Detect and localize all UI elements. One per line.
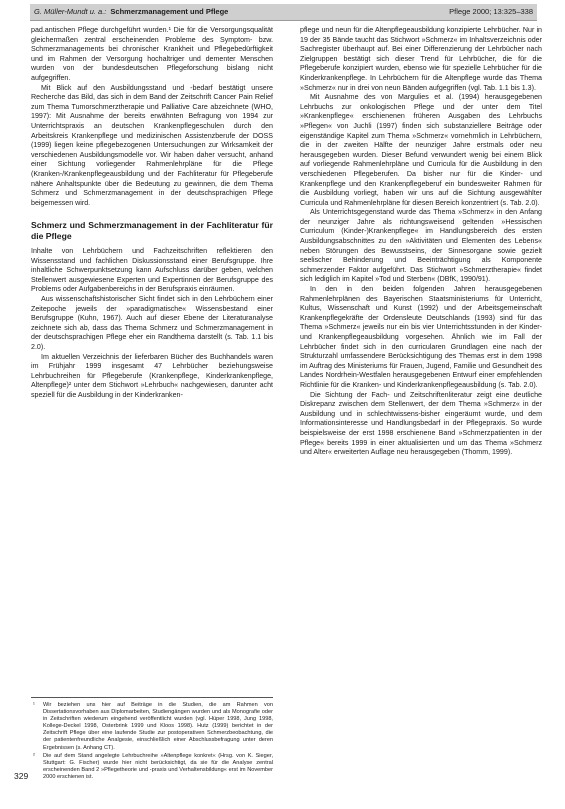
paragraph: pad.antischen Pflege durchgeführt wurden.¹ Die für die Versorgungsqualität gleichermaßen zentral erscheinenden Probleme des Symptom- bzw. Schmerzmanagements bei chronischer Krankheit und Pflegebedürftigkeit und im Rahmen der Versorgung hochaltriger und dementer Menschen wurden von der bundesdeutschen Pflegeforschung bislang nicht aufgegriffen. (31, 26, 273, 82)
footnote-number: ² (33, 752, 35, 759)
footnote-text: Die auf dem Stand angelegte Lehrbuchreihe »Altenpflege konkret« (Hrsg. von K. Sieger, Stuttgart: G. Fischer) wurde hier nicht berücksichtigt, da sie für die Analyse zentral erscheinenden Band 2 »Pflegetheorie und -praxis und Verhaltensbildung« erst im November 2000 erschienen ist. (43, 752, 273, 780)
paragraph: Im aktuellen Verzeichnis der lieferbaren Bücher des Buchhandels waren im Frühjahr 1999 insgesamt 47 Lehrbücher beziehungsweise Lehrbuchreihen für Pflegeberufe (Krankenpflege, Kinderkrankenpflege, Altenpflege)² unter dem Stichwort »Lehrbuch« nachgewiesen, darunter acht speziell für die Ausbildung in der Kinderkranken- (31, 352, 273, 399)
header-citation: Pflege 2000; 13:325–338 (449, 7, 533, 16)
footnote-number: ¹ (33, 702, 35, 708)
section-heading: Schmerz und Schmerzmanagement in der Fachliteratur für die Pflege (31, 220, 273, 241)
right-column (300, 26, 542, 458)
paragraph: pflege und neun für die Altenpflegeausbildung konzipierte Lehrbücher. Nur in 19 der 35 Bände taucht das Stichwort »Schmerz« im Inhaltsverzeichnis oder Sachregister überhaupt auf. Bei einer Differenzierung der Lehrbücher nach Zielgruppen bestätigt sich dieser Trend für Lehrbücher, die für die Pflegeberufe konzipiert wurden, ebenso wie für spezielle Lehrbücher für die Kinderkrankenpflege. In Lehrbüchern für die Altenpflege wurde das Thema »Schmerz« nur in drei von neun Bänden aufgegriffen (vgl. Tab. 1.1 bis 1.3). (300, 26, 542, 92)
footnote (31, 753, 273, 781)
running-header (30, 4, 537, 21)
header-title: Schmerzmanagement und Pflege (110, 7, 229, 16)
footnotes (31, 697, 273, 782)
footnote (31, 702, 273, 752)
header-authors: G. Müller-Mundt u. a.: (34, 7, 107, 16)
page-number: 329 (14, 771, 29, 781)
left-column (31, 26, 273, 401)
header-left (34, 7, 228, 16)
paragraph: Mit Ausnahme des von Margulies et al. (1994) herausgegebenen Lehrbuchs zur onkologischen Pflege und der unter dem Titel »Krankenpflege« erschienenen früheren Ausgaben des Lehrbuchs »Pflegen« von Juchli (1997) finden sich substanziellere Beiträge oder eigenständige Kapitel zum Thema »Schmerz« vornehmlich in Lehrbüchern, die in der zweiten Hälfte der neunziger Jahre erstmals oder neu herausgegeben wurden. Dieser Befund verwundert wenig bei einem Blick auf vorliegende Rahmenlehrpläne und Curricula für die Ausbildung in den verschiedenen Pflegeberufen. Da bisher nur für die Kinder- und Krankenpflege und den Krankenpflegeberuf ein bundesweiter Rahmen für die Ausbildung vorliegt, haben wir uns auf die Sichtung ausgewählter Curricula und Rahmenlehrpläne für diesen Bereich konzentriert (s. Tab. 2.0). (300, 93, 542, 207)
paragraph: Inhalte von Lehrbüchern und Fachzeitschriften reflektieren den Wissensstand und fachlichen Diskussionsstand einer Berufsgruppe. Ihre inhaltliche Schwerpunktsetzung kann Aufschluss darüber geben, welchen Stellenwert ausgewiesene Experten und Expertinnen der Berufsgruppe des Problems oder Aufgabenbereichs in der Berufspraxis einräumen. (31, 247, 273, 294)
paragraph: In den in den beiden folgenden Jahren herausgegebenen Rahmenlehrplänen des Bayerischen Staatsministeriums für Unterricht, Kultus, Wissenschaft und Kunst (1992) und der Arbeitsgemeinschaft Krankenpflegekräfte der Ordensleute Deutschlands (1993) sind für das Thema »Schmerz« jeweils nur ein bis vier Unterrichtsstunden in der Kinder- und Krankenpflegeausbildung vorgesehen. Ähnlich wie im Fall der Lehrbücher findet sich in den curricularen Grundlagen eine nach der Strukturzahl umfassendere Berücksichtigung des Themas erst in dem 1998 im Auftrag des Ministeriums für Frauen, Jugend, Familie und Gesundheit des Landes Nordrhein-Westfalen herausgegebenen Entwurf einer empfehlenden Richtlinie für die Kranken- und Kinderkrankenpflegeausbildung (s. Tab. 2.0). (300, 285, 542, 389)
paragraph: Die Sichtung der Fach- und Zeitschriftenliteratur zeigt eine deutliche Diskrepanz zwischen dem Stellenwert, der dem Thema »Schmerz« in der Ausbildung und in schlechtwissens-bisher eingeräumt wurde, und dem Informationsinteresse und Handlungsbedarf in der Pflegepraxis. So wurde beispielsweise der erst 1998 erschienene Band »Schmerzpatienten in der Pflege« bereits 1999 in einer aktualisierten und um das Thema »Schmerz und Alter« erweiterten Auflage neu herausgegeben (Thomm, 1999). (300, 390, 542, 457)
footnote-text: Wir beziehen uns hier auf Beiträge in die Studien, die am Rahmen von Dissertationsvorhaben aus Diplomarbeiten, Studiengängen wurden und als Monografie oder in Zeitschriften wiederum eingehend veröffentlicht wurden (vgl. Hüper 1998, Jung 1998, Kollege-Deckel 1998, Osterbrink 1999 und Kloos 1998). Hutz (1999) berichtet in der Zeitschrift Pflege über eine laufende Studie zur postoperativen Schmerzbeobachtung, die der patientenfreundliche Analgesie, einschließlich einer Abschlussbefragung unter deren Ergebnissen (s. Anhang CT). (43, 702, 273, 751)
paragraph: Aus wissenschaftshistorischer Sicht findet sich in den Lehrbüchern einer Zeitepoche jeweils der »paradigmatische« Wissensbestand einer Berufsgruppe (Kuhn, 1967). Auch auf dieser Ebene der Literaturanalyse zeichnete sich ab, dass das Thema Schmerz und Schmerzmanagement in der deutschsprachigen Pflege eher ein Randthema darstellt (s. Tab. 1.1 bis 2.0). (31, 295, 273, 352)
paragraph: Als Unterrichtsgegenstand wurde das Thema »Schmerz« in den Anfang der neunziger Jahre als richtungsweisend geltenden »Hessischen Curriculum (Kinder-)Krankenpflege« im Handlungsbereich des ersten Ausbildungsabschnittes zu den »Aktivitäten und Elementen des Lebens« neben Störungen des Bewusstseins, der Sinnesorgane sowie gezielt seelischer Behinderung und Beeinträchtigung als Komponente schmerzender Faktor aufgeführt. Das Stichwort »Schmerztherapie« findet sich lediglich im Kapitel »Tod und Sterben« (DBfK, 1990/91). (300, 208, 542, 284)
paragraph: Mit Blick auf den Ausbildungsstand und -bedarf bestätigt unsere Recherche das Bild, das sich in dem Band der Zeitschrift Cancer Pain Relief zum Thema Tumorschmerztherapie und Palliative Care abzeichnete (WHO, 1997): Mit Ausnahme der bereits erwähnten Befragung von 1994 zur Unterrichtspraxis an deutschen Krankenpflegeschulen durch den Arbeitskreis Krankenpflege und medizinischen Assistenzberufe der DOSS (1999) liegen keine pflegebezogenen Untersuchungen zur Wirksamkeit der verschiedenen Ausbildungsmodelle vor. Wir haben daher versucht, anhand einer Sichtung vorliegender Rahmenlehrpläne für die Pflege (Kranken-/Krankenpflegeausbildung und der Fachliteratur für Pflegeberufe nähere Anhaltspunkte über die Bedeutung zu gewinnen, die dem Thema Schmerz und Schmerzmanagement in der deutschsprachigen Pflege beigemessen wird. (31, 83, 273, 207)
